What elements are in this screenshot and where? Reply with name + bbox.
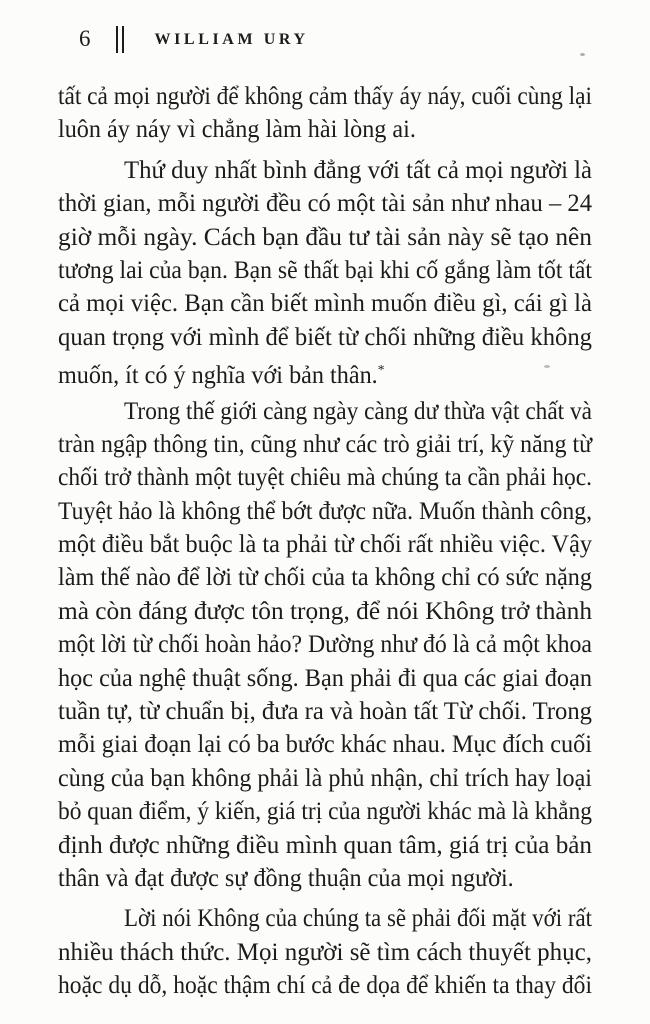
text-line: thân và đạt được sự đồng thuận của mọi người. bbox=[58, 864, 514, 892]
text-line: học của nghệ thuật sống. Bạn phải đi qua các giai đoạn bbox=[58, 664, 592, 692]
text-line: cùng của bạn không phải là phủ nhận, chỉ trích hay loại bbox=[58, 764, 592, 792]
text-line: tương lai của bạn. Bạn sẽ thất bại khi cố gắng làm tốt tất bbox=[58, 256, 592, 284]
double-bar-separator-icon bbox=[116, 26, 124, 53]
text-line: hoặc dụ dỗ, hoặc thậm chí cả đe dọa để khiến ta thay đổi bbox=[58, 972, 592, 1000]
text-line: Tuyệt hảo là không thể bớt được nữa. Muốn thành công, bbox=[58, 497, 592, 525]
text-line: làm thế nào để lời từ chối của ta không chỉ có sức nặng bbox=[58, 564, 592, 592]
paragraph bbox=[58, 154, 592, 388]
text-line: Thứ duy nhất bình đẳng với tất cả mọi người là bbox=[124, 156, 592, 184]
page-number: 6 bbox=[79, 26, 91, 51]
text-line: thời gian, mỗi người đều có một tài sản như nhau – 24 bbox=[58, 190, 592, 218]
text-line: tất cả mọi người để không cảm thấy áy náy, cuối cùng lại bbox=[58, 83, 592, 110]
paragraph bbox=[58, 902, 592, 1002]
page-body bbox=[58, 80, 592, 1003]
text-line: tràn ngập thông tin, cũng như các trò giải trí, kỹ năng từ bbox=[58, 430, 592, 458]
text-line: định được những điều mình quan tâm, giá trị của bản bbox=[58, 831, 593, 859]
scan-speck bbox=[580, 53, 585, 56]
running-head-title: WILLIAM URY bbox=[154, 31, 309, 48]
text-line: tuần tự, từ chuẩn bị, đưa ra và hoàn tất Từ chối. Trong bbox=[58, 698, 592, 726]
text-line: chối trở thành một tuyệt chiêu mà chúng ta cần phải học. bbox=[58, 464, 592, 492]
paragraph bbox=[58, 395, 592, 896]
text-line: mà còn đáng được tôn trọng, để nói Không trở thành bbox=[58, 597, 592, 625]
text-line: Lời nói Không của chúng ta sẽ phải đối mặt với rất bbox=[124, 905, 592, 933]
text-line: luôn áy náy vì chẳng làm hài lòng ai. bbox=[58, 116, 416, 144]
footnote-marker: * bbox=[377, 363, 385, 379]
text-line: mỗi giai đoạn lại có ba bước khác nhau. Mục đích cuối bbox=[58, 731, 592, 759]
text-line: một điều bắt buộc là ta phải từ chối rất nhiều việc. Vậy bbox=[58, 531, 592, 559]
paragraph bbox=[58, 80, 592, 147]
text-line: một lời từ chối hoàn hảo? Dường như đó là cả một khoa bbox=[58, 631, 592, 659]
running-header bbox=[79, 24, 592, 54]
text-line: bỏ quan điểm, ý kiến, giá trị của người khác mà là khẳng bbox=[58, 798, 592, 826]
text-line: muốn, ít có ý nghĩa với bản thân.* bbox=[58, 362, 385, 390]
text-line: giờ mỗi ngày. Cách bạn đầu tư tài sản này sẽ tạo nên bbox=[58, 223, 592, 251]
text-line: Trong thế giới càng ngày càng dư thừa vật chất và bbox=[124, 397, 592, 425]
text-line: cả mọi việc. Bạn cần biết mình muốn điều gì, cái gì là bbox=[58, 290, 592, 318]
text-line: quan trọng với mình để biết từ chối những điều không bbox=[58, 323, 592, 351]
text-line: nhiều thách thức. Mọi người sẽ tìm cách thuyết phục, bbox=[58, 938, 592, 966]
scan-speck bbox=[544, 365, 550, 368]
